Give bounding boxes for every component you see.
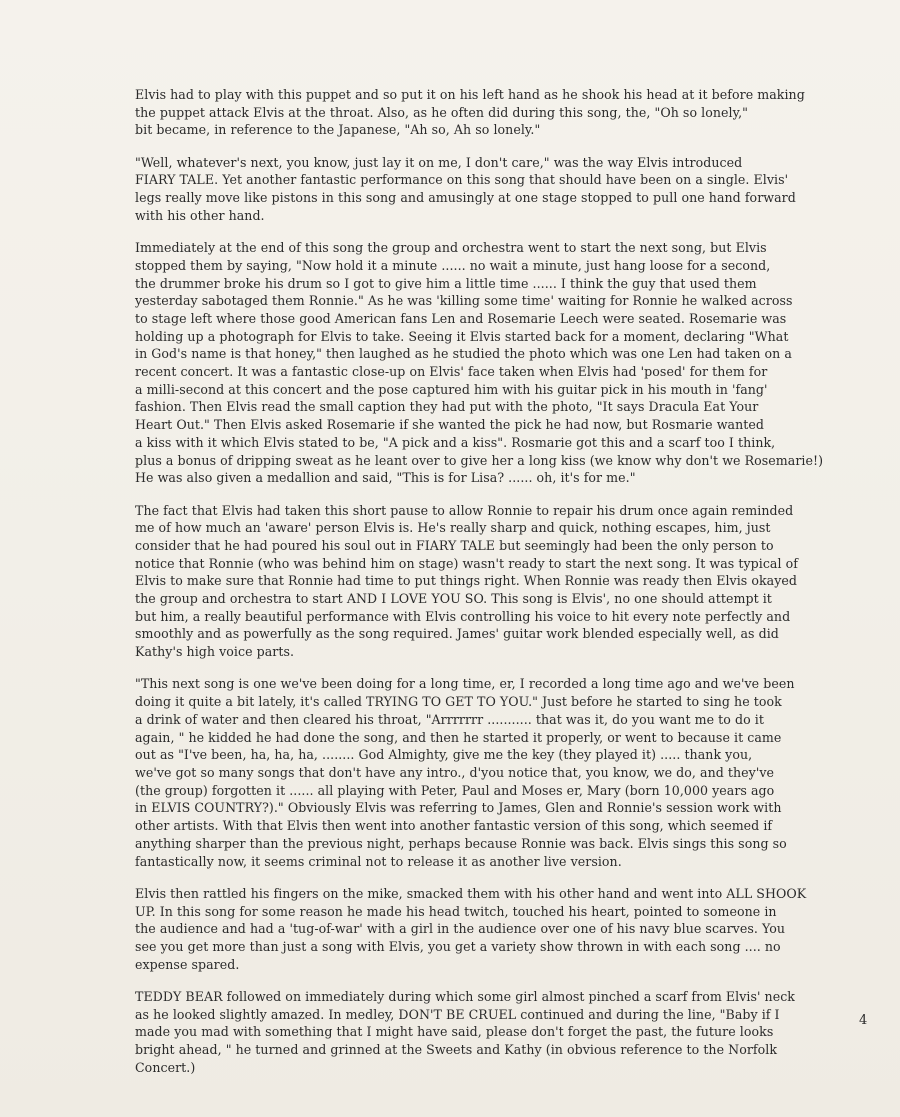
text-column xyxy=(135,86,863,1091)
paragraph-puppet: Elvis had to play with this puppet and so put it on his left hand as he shook his head at it before making the puppet attack Elvis at the throat. Also, as he often did during this song, the, "Oh so lonely," bit became, in reference to the Japanese, "Ah so, Ah so lonely." xyxy=(135,87,805,138)
paragraph-all-shook-up: Elvis then rattled his fingers on the mike, smacked them with his other hand and went into ALL SHOOK UP. In this song for some reason he made his head twitch, touched his heart, pointed to someone in the audience and had a 'tug-of-war' with a girl in the audience over one of his navy blue scarves. You see you get more than just a song with Elvis, you get a variety show thrown in with each song .... no expense spared. xyxy=(135,885,807,972)
paragraph-aware-person: The fact that Elvis had taken this short pause to allow Ronnie to repair his drum once again reminded me of how much an 'aware' person Elvis is. He's really sharp and quick, nothing escapes, him, just consider that he had poured his soul out in FIARY TALE but seemingly had been the only person to notice that Ronnie (who was behind him on stage) wasn't ready to start the next song. It was typical of Elvis to make sure that Ronnie had time to put things right. When Ronnie was ready then Elvis okayed the group and orchestra to start AND I LOVE YOU SO. This song is Elvis', no one should attempt it but him, a really beautiful performance with Elvis controlling his voice to hit every note perfectly and smoothly and as powerfully as the song required. James' guitar work blended especially well, as did Kathy's high voice parts. xyxy=(135,502,798,660)
paragraph-teddy-bear: TEDDY BEAR followed on immediately during which some girl almost pinched a scarf from Elvis' neck as he looked slightly amazed. In medley, DON'T BE CRUEL continued and during the line, "Baby if I made you mad with something that I might have said, please don't forget the past, the future looks bright ahead, " he turned and grinned at the Sweets and Kathy (in obvious reference to the Norfolk Concert.) xyxy=(135,988,795,1075)
page-number: 4 xyxy=(859,1013,868,1028)
paragraph-trying-to-get-to-you: "This next song is one we've been doing for a long time, er, I recorded a long time ago and we've been doing it quite a bit lately, it's called TRYING TO GET TO YOU." Just before he started to sing he took a drink of water and then cleared his throat, "Arrrrrrr ........... that was it, do you want me to do it again, " he kidded he had done the song, and then he started it properly, or went to because it came out as "I've been, ha, ha, ha, ........ God Almighty, give me the key (they played it) ..... thank you, we've got so many songs that don't have any intro., d'you notice that, you know, we do, and they've (the group) forgotten it ...... all playing with Peter, Paul and Moses er, Mary (born 10,000 years ago in ELVIS COUNTRY?)." Obviously Elvis was referring to James, Glen and Ronnie's session work with other artists. With that Elvis then went into another fantastic version of this song, which seemed if anything sharper than the previous night, perhaps because Ronnie was back. Elvis sings this song so fantastically now, it seems criminal not to release it as another live version. xyxy=(135,676,795,869)
paragraph-drum-break: Immediately at the end of this song the group and orchestra went to start the next song, but Elvis stopped them by saying, "Now hold it a minute ...... no wait a minute, just hang loose for a second, the drummer broke his drum so I got to give him a little time ...... I think the guy that used them yesterday sabotaged them Ronnie." As he was 'killing some time' waiting for Ronnie he walked across to stage left where those good American fans Len and Rosemarie Leech were seated. Rosemarie was holding up a photograph for Elvis to take. Seeing it Elvis started back for a moment, declaring "What in God's name is that honey," then laughed as he studied the photo which was one Len had taken on a recent concert. It was a fantastic close-up on Elvis' face taken when Elvis had 'posed' for them for a milli-second at this concert and the pose captured him with his guitar pick in his mouth in 'fang' fashion. Then Elvis read the small caption they had put with the photo, "It says Dracula Eat Your Heart Out." Then Elvis asked Rosemarie if she wanted the pick he had now, but Rosmarie wanted a kiss with it which Elvis stated to be, "A pick and a kiss". Rosmarie got this and a scarf too I think, plus a bonus of dripping sweat as he leant over to give her a long kiss (we know why don't we Rosemarie!) He was also given a medallion and said, "This is for Lisa? ...... oh, it's for me." xyxy=(135,240,824,486)
paragraph-fairy-tale: "Well, whatever's next, you know, just lay it on me, I don't care," was the way Elvis introduced FIARY TALE. Yet another fantastic performance on this song that should have been on a single. Elvis' legs really move like pistons in this song and amusingly at one stage stopped to pull one hand forward with his other hand. xyxy=(135,154,796,223)
